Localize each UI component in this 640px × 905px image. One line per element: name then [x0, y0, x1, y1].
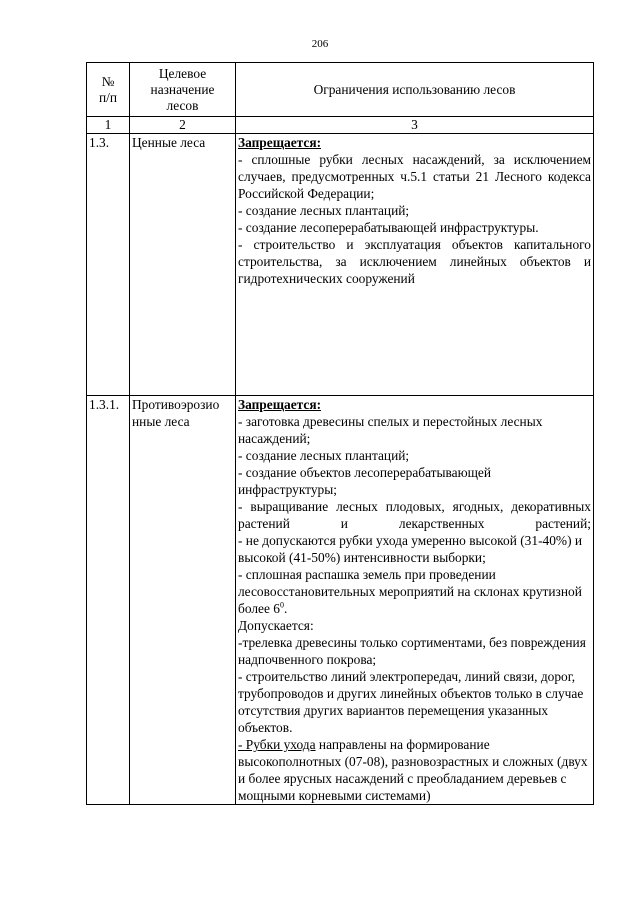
care-link: - Рубки ухода — [238, 737, 316, 752]
header-purpose-line1: Целевое — [158, 65, 207, 81]
row-purpose: Ценные леса — [130, 134, 236, 396]
table-row — [87, 134, 594, 396]
degree-superscript: 0 — [279, 600, 284, 610]
restriction-item: - создание лесных плантаций; — [238, 203, 410, 218]
column-numbering-row — [87, 117, 594, 134]
restriction-text: - сплошная распашка земель при проведении лесовосстановительных мероприятий на склонах крутизной более 6 — [238, 567, 582, 616]
prohibited-heading: Запрещается: — [238, 397, 322, 412]
prohibited-heading: Запрещается: — [238, 135, 322, 150]
header-purpose-line3: лесов — [166, 97, 199, 113]
table-header-row — [87, 63, 594, 117]
restriction-item: - создание лесоперерабатывающей инфраструктуры. — [238, 220, 539, 235]
row-purpose — [130, 396, 236, 805]
restriction-item: - заготовка древесины спелых и перестойных лесных насаждений; — [238, 414, 543, 446]
restriction-item: - создание лесных плантаций; — [238, 448, 410, 463]
row-number: 1.3.1. — [87, 396, 130, 805]
header-number — [87, 63, 130, 117]
restriction-item: - не допускаются рубки ухода умеренно высокой (31-40%) и высокой (41-50%) интенсивности выборки; — [238, 533, 583, 565]
row-purpose-line1: Противоэрозио — [132, 397, 220, 412]
restrictions-table — [86, 62, 594, 805]
care-text: направлены на формирование высокополнотных (07-08), разновозрастных и сложных (двух и более ярусных насаждений с преобладанием деревьев с мощными корневыми системами) — [238, 737, 588, 803]
page-number: 206 — [311, 38, 329, 50]
header-purpose-line2: назначение — [150, 81, 215, 97]
restriction-item: - создание объектов лесоперерабатывающей инфраструктуры; — [238, 465, 492, 497]
restriction-item — [238, 566, 591, 617]
restriction-period: . — [283, 601, 288, 616]
row-number: 1.3. — [87, 134, 130, 396]
table-row — [87, 396, 594, 805]
header-number-abbr: п/п — [98, 89, 118, 105]
allowed-item: - строительство линий электропередач, линий связи, дорог, трубопроводов и других линейных объектов только в случае отсутствия других вариантов перемещения указанных объектов. — [238, 669, 584, 735]
header-number-symbol: № — [101, 73, 115, 89]
restriction-item: - сплошные рубки лесных насаждений, за исключением случаев, предусмотренных ч.5.1 статьи 21 Лесного кодекса Российской Федерации; — [238, 152, 591, 201]
column-number-2: 2 — [130, 117, 236, 134]
header-purpose — [130, 63, 236, 117]
row-restrictions — [236, 396, 594, 805]
column-number-3: 3 — [236, 117, 594, 134]
restriction-item: - строительство и эксплуатация объектов капитального строительства, за исключением линейных объектов и гидротехнических сооружений — [238, 237, 591, 286]
row-purpose-line2: нные леса — [132, 414, 190, 429]
allowed-item: -трелевка древесины только сортиментами, без повреждения надпочвенного покрова; — [238, 635, 586, 667]
care-note — [238, 736, 591, 804]
allowed-heading: Допускается: — [238, 618, 314, 633]
restriction-item: - выращивание лесных плодовых, ягодных, декоративных растений и лекарственных растений; — [238, 499, 591, 531]
row-restrictions — [236, 134, 594, 396]
column-number-1: 1 — [87, 117, 130, 134]
header-restrictions: Ограничения использованию лесов — [236, 63, 594, 117]
